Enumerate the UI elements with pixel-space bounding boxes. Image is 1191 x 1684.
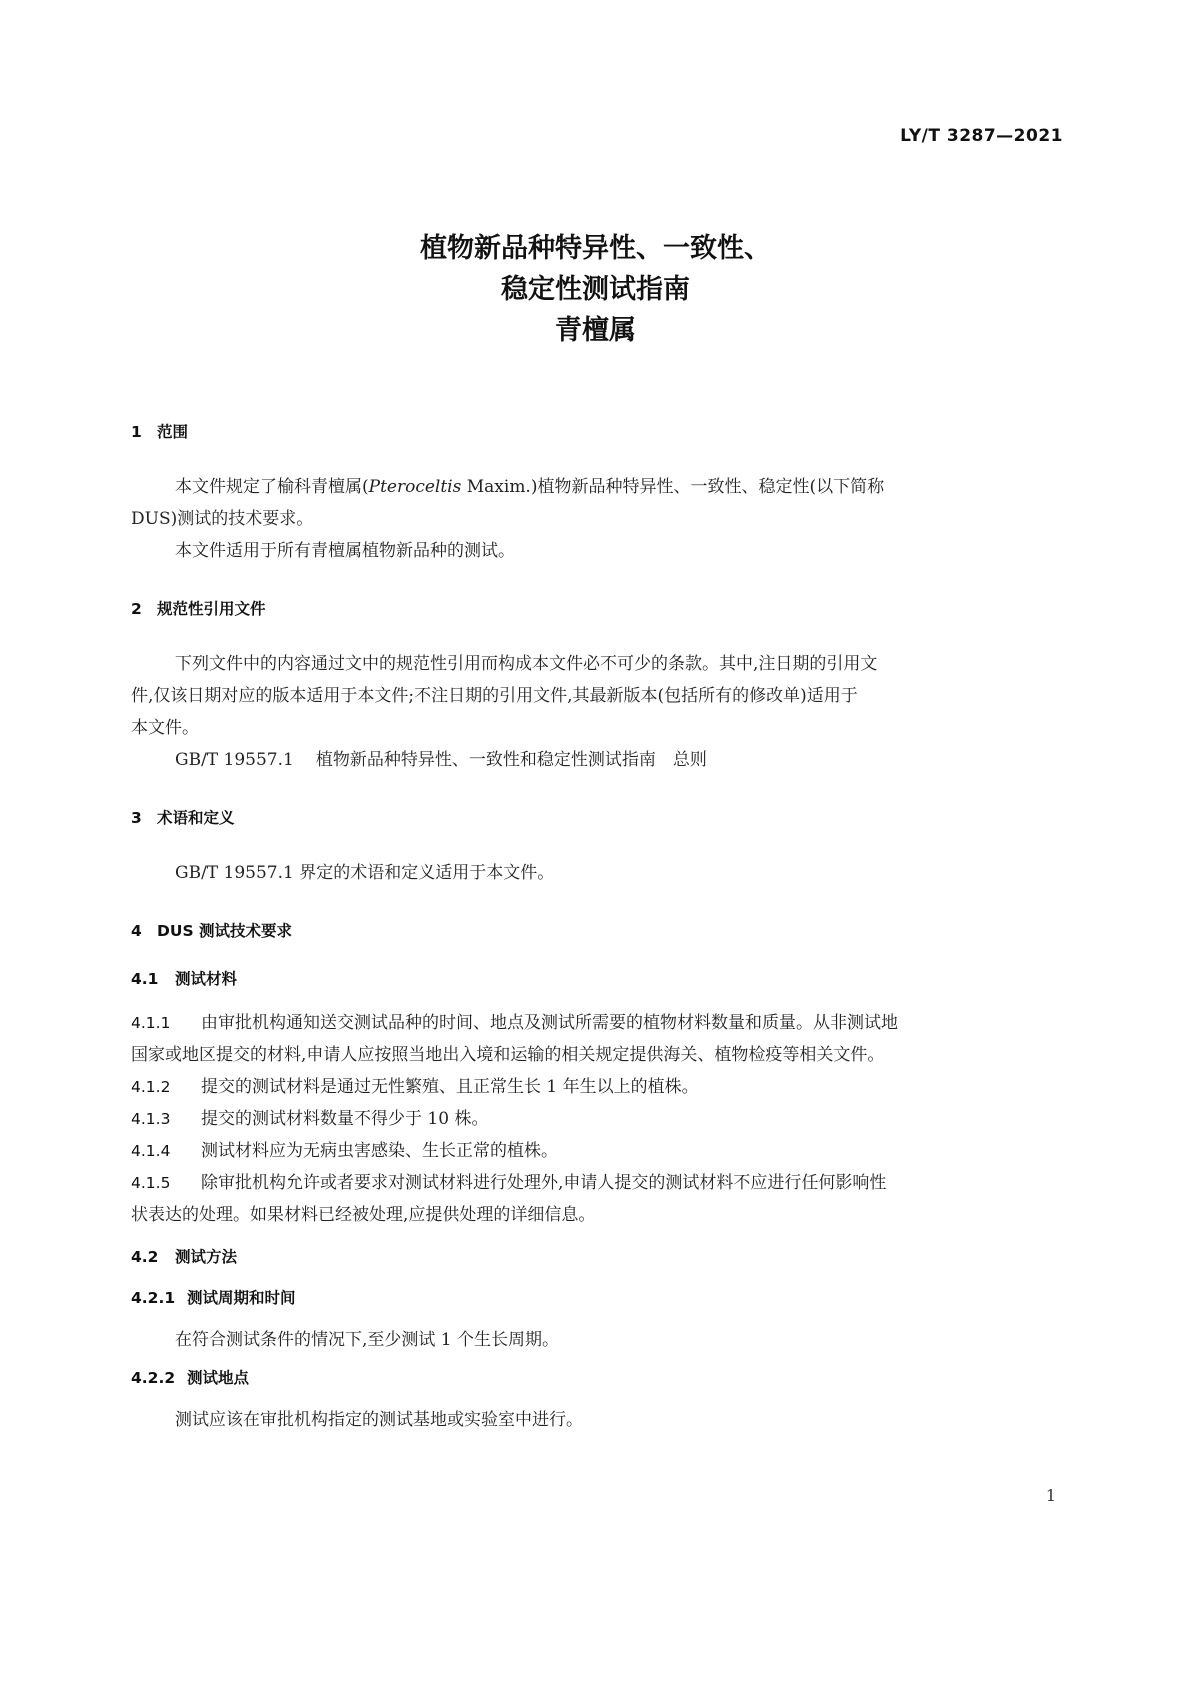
subsection-number: 4.2.1: [131, 1289, 176, 1307]
subsection-title: 测试周期和时间: [187, 1289, 296, 1307]
paragraph-continuation: 本文件。: [131, 718, 199, 738]
subsection-4-2-heading: [131, 1245, 1060, 1269]
paragraph: GB/T 19557.1 界定的术语和定义适用于本文件。: [175, 863, 555, 883]
section-2-heading: [131, 597, 1060, 621]
clause-number: 4.1.3: [131, 1110, 171, 1128]
section-title: 规范性引用文件: [157, 600, 266, 618]
clause-4-1-4: [131, 1135, 1060, 1167]
section-title: 术语和定义: [157, 809, 235, 827]
paragraph-continuation: 件,仅该日期对应的版本适用于本文件;不注日期的引用文件,其最新版本(包括所有的修改单)适用于: [131, 686, 858, 706]
subsection-title: 测试方法: [175, 1248, 238, 1266]
paragraph-continuation: 状表达的处理。如果材料已经被处理,应提供处理的详细信息。: [131, 1205, 596, 1225]
clause-4-1-5: [131, 1167, 1060, 1199]
clause-text: 由审批机构通知送交测试品种的时间、地点及测试所需要的植物材料数量和质量。从非测试地: [201, 1013, 898, 1033]
subsection-4-2-1-heading: [131, 1286, 1060, 1310]
subsection-4-2-2-heading: [131, 1366, 1060, 1390]
clause-text: 除审批机构允许或者要求对测试材料进行处理外,申请人提交的测试材料不应进行任何影响性: [201, 1173, 887, 1193]
section-3-heading: [131, 806, 1060, 830]
subsection-4-1-heading: [131, 967, 1060, 991]
clause-number: 4.1.2: [131, 1078, 171, 1096]
page-number: 1: [1045, 1486, 1056, 1505]
section-4-heading: [131, 919, 1060, 943]
paragraph: 在符合测试条件的情况下,至少测试 1 个生长周期。: [175, 1330, 560, 1350]
title-line-1: 植物新品种特异性、一致性、: [420, 233, 771, 264]
section-title: 范围: [157, 423, 189, 441]
paragraph: 下列文件中的内容通过文中的规范性引用而构成本文件必不可少的条款。其中,注日期的引用文: [175, 654, 878, 674]
clause-number: 4.1.4: [131, 1142, 171, 1160]
clause-4-1-3: [131, 1103, 1060, 1135]
text-run: 本文件规定了榆科青檀属(: [175, 477, 369, 497]
document-title: [0, 228, 1191, 351]
paragraph: 本文件适用于所有青檀属植物新品种的测试。: [175, 541, 515, 561]
clause-text: 提交的测试材料数量不得少于 10 株。: [201, 1109, 489, 1129]
reference-code: GB/T 19557.1: [175, 750, 294, 770]
clause-4-1-2: [131, 1071, 1060, 1103]
normative-reference: [131, 744, 1060, 776]
subsection-number: 4.2: [131, 1248, 159, 1266]
section-1-heading: [131, 420, 1060, 444]
paragraph: 测试应该在审批机构指定的测试基地或实验室中进行。: [175, 1410, 583, 1430]
title-line-3: 青檀属: [555, 315, 636, 346]
subsection-number: 4.1: [131, 970, 159, 988]
paragraph: [131, 471, 1060, 503]
clause-number: 4.1.1: [131, 1014, 171, 1032]
reference-title: 植物新品种特异性、一致性和稳定性测试指南 总则: [315, 750, 707, 770]
clause-text: 测试材料应为无病虫害感染、生长正常的植株。: [201, 1141, 558, 1161]
clause-text: 提交的测试材料是通过无性繁殖、且正常生长 1 年生以上的植株。: [201, 1077, 699, 1097]
section-number: 1: [131, 423, 142, 441]
standard-code: LY/T 3287—2021: [900, 126, 1063, 146]
clause-number: 4.1.5: [131, 1174, 171, 1192]
section-title: DUS 测试技术要求: [157, 922, 293, 940]
text-run: Maxim.)植物新品种特异性、一致性、稳定性(以下简称: [461, 477, 885, 497]
section-number: 2: [131, 600, 142, 618]
subsection-number: 4.2.2: [131, 1369, 176, 1387]
subsection-title: 测试地点: [187, 1369, 250, 1387]
paragraph-continuation: 国家或地区提交的材料,申请人应按照当地出入境和运输的相关规定提供海关、植物检疫等相关文件。: [131, 1045, 885, 1065]
subsection-title: 测试材料: [175, 970, 238, 988]
title-line-2: 稳定性测试指南: [501, 274, 690, 305]
section-number: 3: [131, 809, 142, 827]
clause-4-1-1: [131, 1007, 1060, 1039]
paragraph-continuation: DUS)测试的技术要求。: [131, 509, 314, 529]
section-number: 4: [131, 922, 142, 940]
document-body: [131, 420, 1060, 1436]
latin-name: Pteroceltis: [368, 477, 462, 497]
